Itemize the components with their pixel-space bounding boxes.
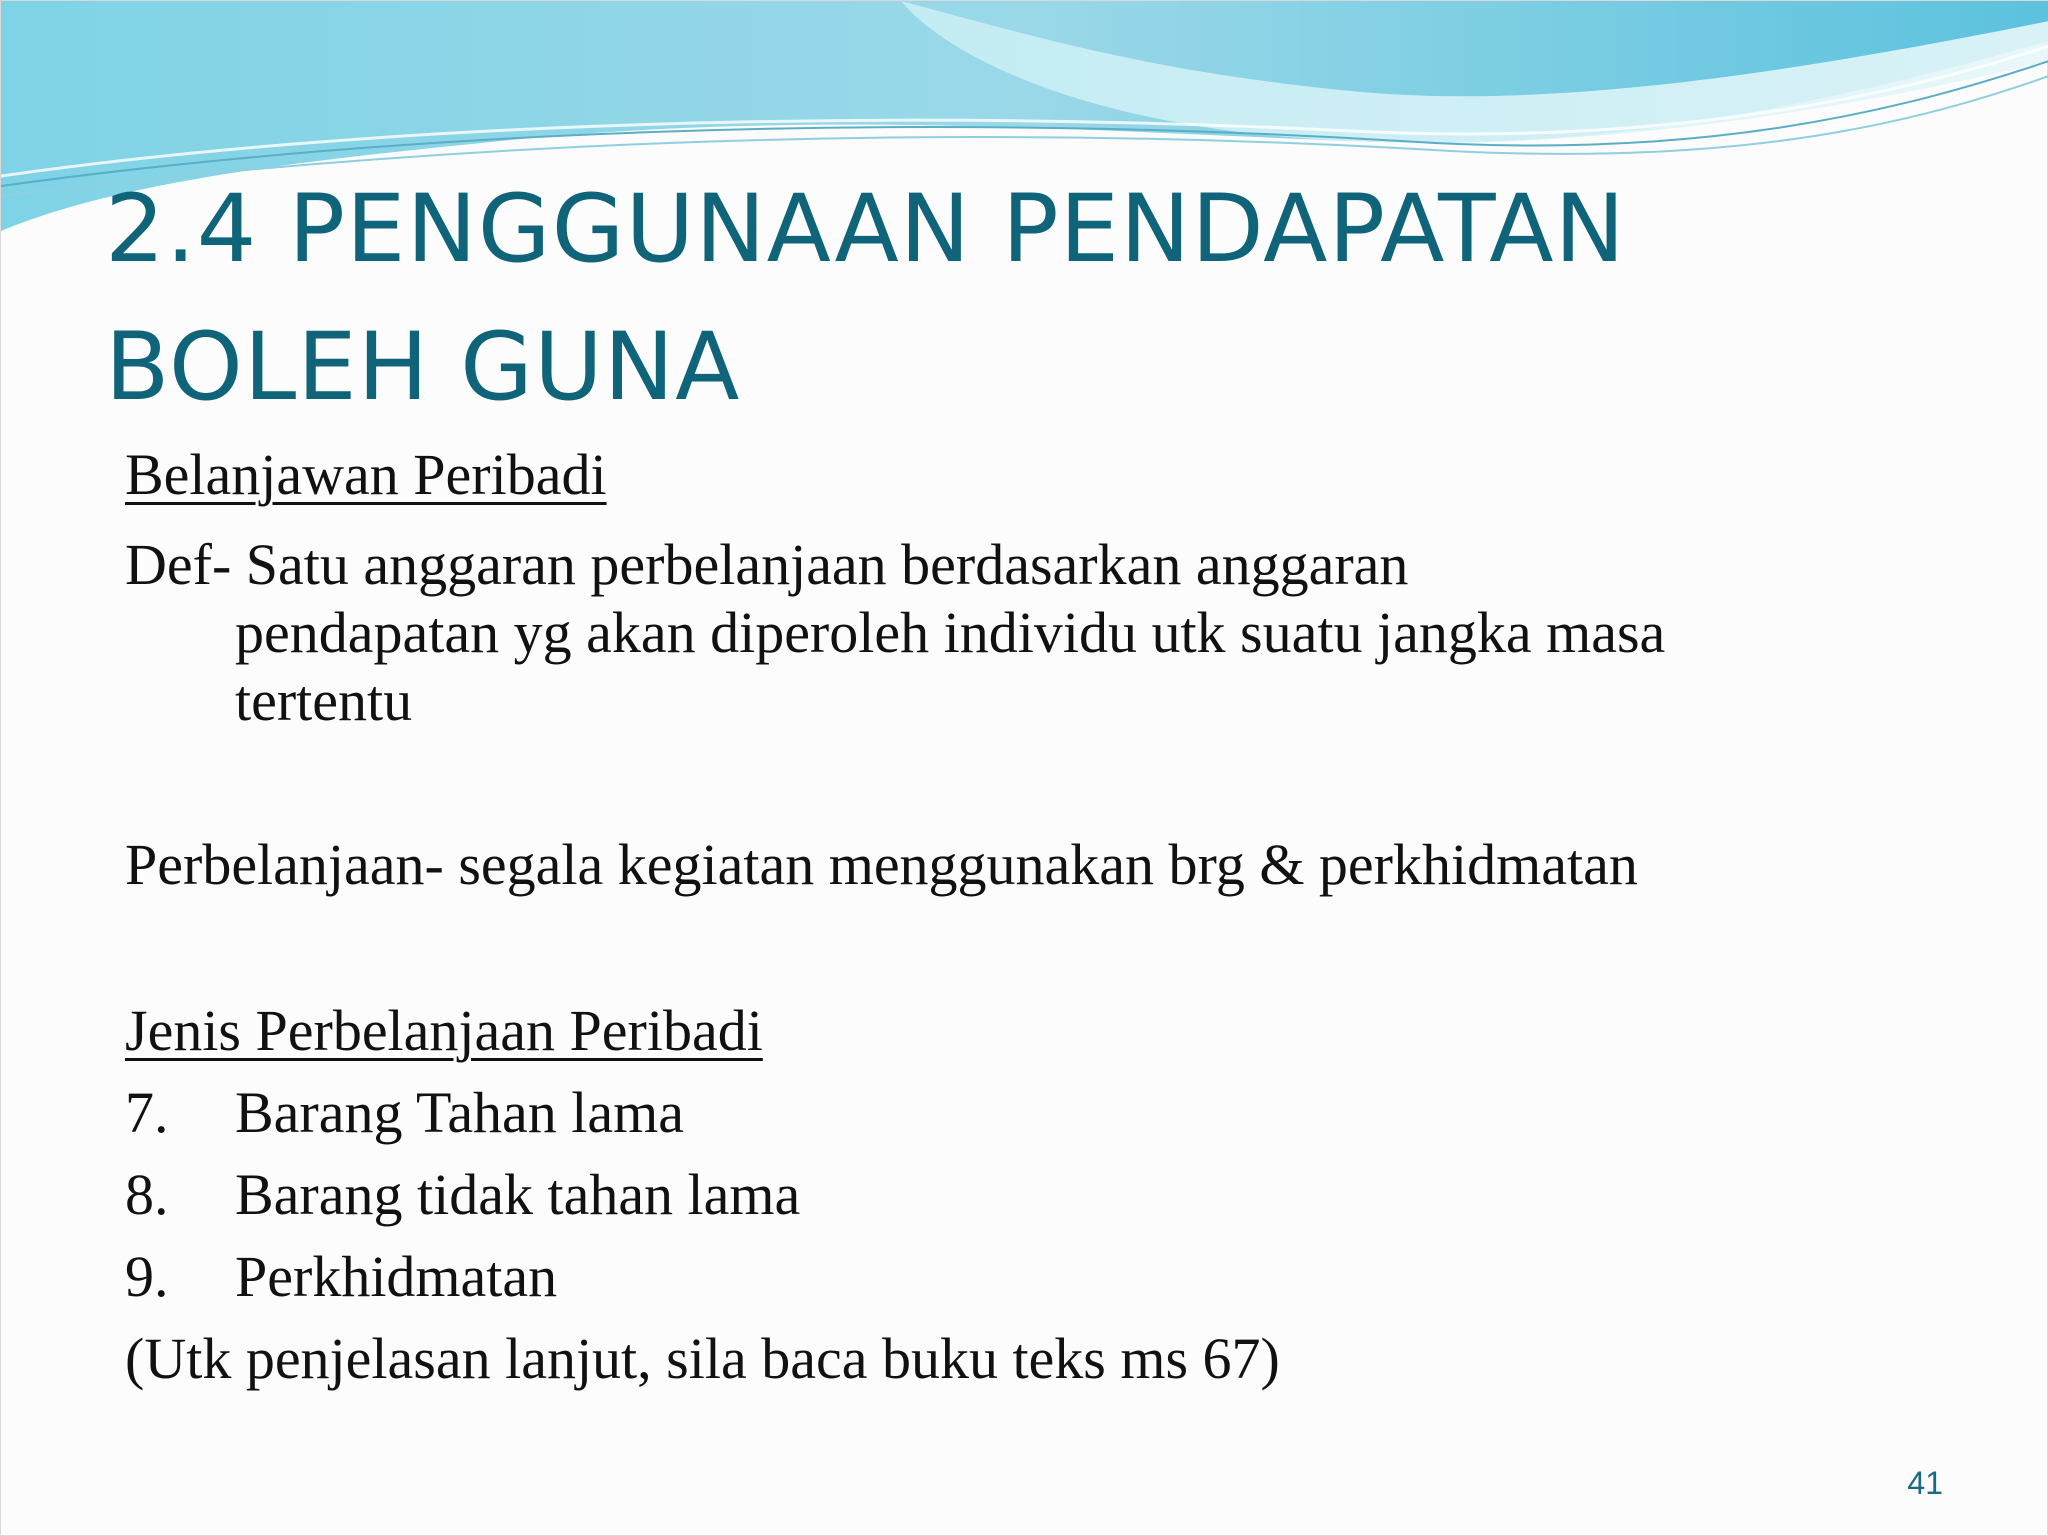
section-heading-belanjawan: Belanjawan Peribadi <box>125 442 607 507</box>
list-item-text: Barang tidak tahan lama <box>235 1162 801 1227</box>
list-item-text: Barang Tahan lama <box>235 1080 685 1145</box>
list-item-number: 9. <box>125 1244 169 1309</box>
definition-line-2: pendapatan yg akan diperoleh individu utk suatu jangka masa <box>235 600 1666 665</box>
list-item-number: 8. <box>125 1162 169 1227</box>
definition-line-1: Def- Satu anggaran perbelanjaan berdasarkan anggaran <box>125 532 1409 597</box>
page-number: 41 <box>1907 1465 1943 1501</box>
reference-note: (Utk penjelasan lanjut, sila baca buku teks ms 67) <box>125 1326 1280 1391</box>
perbelanjaan-definition: Perbelanjaan- segala kegiatan menggunakan brg & perkhidmatan <box>125 832 1638 897</box>
list-item-number: 7. <box>125 1080 169 1145</box>
list-item-text: Perkhidmatan <box>235 1244 558 1309</box>
slide-title-line-2: BOLEH GUNA <box>105 313 741 422</box>
definition-line-3: tertentu <box>235 668 413 733</box>
section-heading-jenis: Jenis Perbelanjaan Peribadi <box>125 998 763 1063</box>
slide-title <box>105 161 1905 437</box>
slide-title-line-1: 2.4 PENGGUNAAN PENDAPATAN <box>105 175 1626 284</box>
